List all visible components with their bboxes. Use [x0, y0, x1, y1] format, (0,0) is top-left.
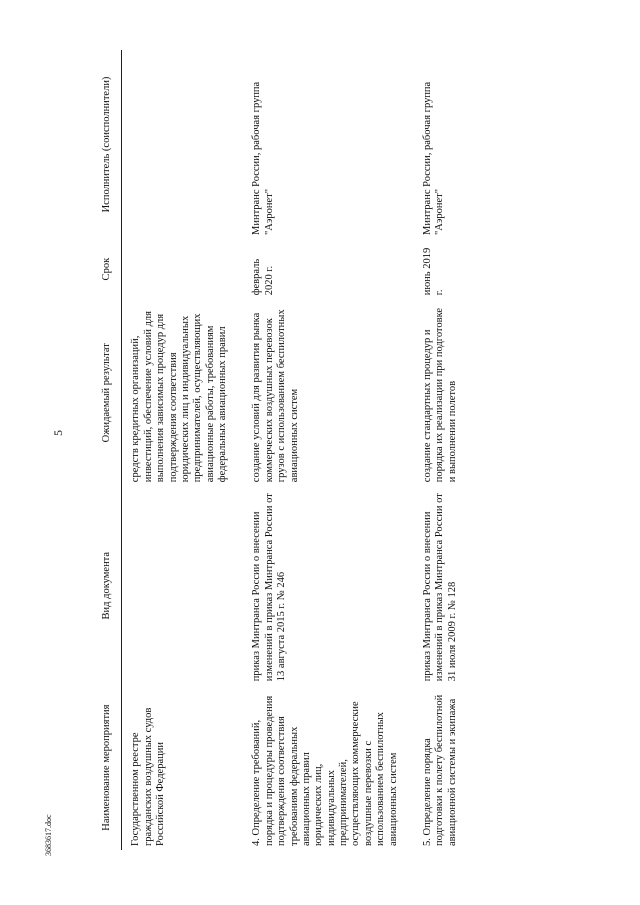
- table-row: [122, 50, 244, 850]
- table-header-row: [95, 50, 122, 850]
- header-executor: Исполнитель (соисполнители): [95, 50, 122, 239]
- cell-term: [122, 239, 244, 299]
- cell-term: февраль 2020 г.: [251, 258, 275, 296]
- table-row: [414, 50, 473, 850]
- header-term: Срок: [95, 239, 122, 299]
- cell-executor: Минтранс России, рабочая группа "Аэронет": [421, 81, 446, 235]
- cell-doc-type: [122, 486, 244, 685]
- cell-term: июнь 2019 г.: [421, 247, 446, 296]
- header-name: Наименование мероприятия: [95, 685, 122, 850]
- cell-name: 4. Определение требований, порядка и процедуры проведения подтверждения соответствия требованиям федеральных авиационных правил юридических лиц, индивидуальных предпринимателей, осуществляющих коммерческие воздушные перевозки с использованием беспилотных авиационных систем: [251, 695, 399, 846]
- action-plan-table: [95, 50, 473, 850]
- cell-result: средств кредитных организаций, инвестиций, обеспечение условий для выполнения зависимых процедур для подтверждения соответствия юридических лиц и индивидуальных предпринимателей, осуществляющих авиационные работы, требованиям федеральных авиационных правил: [130, 311, 228, 483]
- page-number: 5: [51, 430, 65, 436]
- cell-executor: Минтранс России, рабочая группа "Аэронет": [251, 81, 275, 235]
- cell-result: создание условий для развития рынка коммерческих воздушных перевозок грузов с использованием беспилотных авиационных систем: [251, 309, 300, 483]
- cell-name: 5. Определение порядка подготовки к полету беспилотной авиационной системы и экипажа: [421, 694, 458, 846]
- cell-doc-type: приказ Минтранса России о внесении изменений в приказ Минтранса России от 31 июля 2009 г. № 128: [421, 493, 458, 682]
- cell-executor: [122, 50, 244, 239]
- cell-result: создание стандартных процедур и порядка их реализации при подготовке и выполнении полетов: [421, 307, 458, 483]
- header-doc-type: Вид документа: [95, 486, 122, 685]
- cell-name: Государственном реестре гражданских воздушных судов Российской Федерации: [130, 707, 167, 846]
- footer-filename: 3683617.doc: [44, 814, 53, 856]
- table-row: [243, 50, 414, 850]
- cell-doc-type: приказ Минтранса России о внесении изменений в приказ Минтранса России от 13 августа 2015 г. № 246: [251, 493, 288, 682]
- header-result: Ожидаемый результат: [95, 299, 122, 486]
- rotated-table-page: [95, 50, 605, 850]
